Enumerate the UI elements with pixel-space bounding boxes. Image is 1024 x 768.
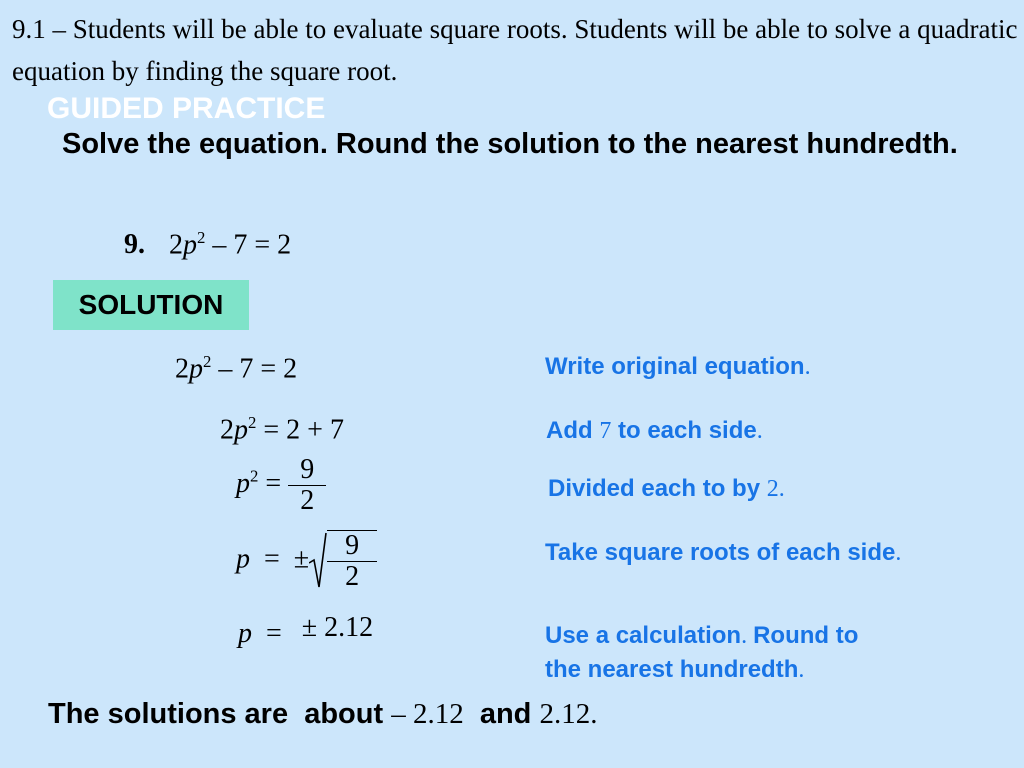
conclusion-part: and (463, 698, 540, 730)
fraction (288, 455, 326, 516)
note-text: to each side (611, 417, 757, 444)
note-end: . (804, 354, 811, 380)
solution-value-2: 2.12. (539, 698, 598, 730)
step-4-equation (236, 530, 377, 592)
step-2-note (546, 414, 763, 448)
instruction-text: Solve the equation. Round the solution to the nearest hundredth. (62, 128, 958, 160)
step-1-note (545, 350, 811, 384)
conclusion-part: The solutions are about (48, 698, 392, 730)
exponent: 2 (250, 466, 259, 486)
problem-number: 9. (124, 229, 145, 261)
result-value: ± 2.12 (301, 612, 374, 643)
note-end: . (756, 418, 763, 444)
coef: 2 (169, 229, 183, 261)
section-heading: GUIDED PRACTICE (47, 92, 326, 125)
note-number: 7 (599, 418, 612, 444)
solution-value-1: – 2.12 (391, 698, 464, 730)
note-line-1 (545, 619, 858, 653)
equals-sign: = (252, 618, 296, 649)
variable: p (238, 618, 252, 649)
note-text: Take square roots of each side (545, 539, 896, 566)
note-text: Round to (753, 622, 859, 649)
denominator: 2 (300, 485, 315, 516)
equation-rest: – 7 = 2 (205, 229, 292, 261)
step-3-note (548, 472, 785, 506)
equals-sign: = (258, 467, 289, 499)
numerator: 9 (288, 455, 326, 486)
variable: p (183, 229, 197, 261)
equation-rest: – 7 = 2 (211, 353, 298, 385)
variable: p (234, 414, 248, 446)
coef: 2 (220, 414, 234, 446)
note-punct: . (741, 623, 754, 649)
variable: p (236, 543, 250, 575)
step-1-equation (175, 352, 297, 385)
exponent: 2 (203, 352, 212, 371)
equals-sign: = ± (250, 543, 310, 575)
exponent: 2 (197, 228, 206, 247)
denominator: 2 (327, 561, 377, 592)
coef: 2 (175, 353, 189, 385)
note-end: . (798, 657, 805, 683)
radicand-fraction (327, 530, 377, 592)
note-text: Add (546, 417, 600, 444)
step-3-equation (236, 455, 326, 516)
step-5-equation (238, 612, 374, 650)
variable: p (236, 467, 250, 499)
note-number: 2 (766, 476, 779, 502)
solution-label: SOLUTION (53, 280, 249, 330)
step-2-equation (220, 413, 344, 446)
step-4-note (545, 536, 901, 570)
radical-sign-icon (309, 531, 327, 591)
numerator: 9 (345, 530, 360, 561)
equation-rest: = 2 + 7 (256, 414, 344, 446)
problem-equation (124, 228, 291, 261)
step-5-note (545, 619, 858, 687)
objective-text: 9.1 – Students will be able to evaluate square roots. Students will be able to solve a quadratic equation by finding the square root. (12, 14, 1018, 86)
note-text: Divided each to by (548, 475, 767, 502)
conclusion-text (48, 698, 597, 731)
variable: p (189, 353, 203, 385)
note-text: Use a calculation (545, 622, 742, 649)
note-end: . (895, 540, 902, 566)
note-line-2 (545, 653, 858, 687)
exponent: 2 (248, 413, 257, 432)
note-text: the nearest hundredth (545, 656, 799, 683)
note-end: . (778, 476, 785, 502)
note-text: Write original equation (545, 353, 805, 380)
